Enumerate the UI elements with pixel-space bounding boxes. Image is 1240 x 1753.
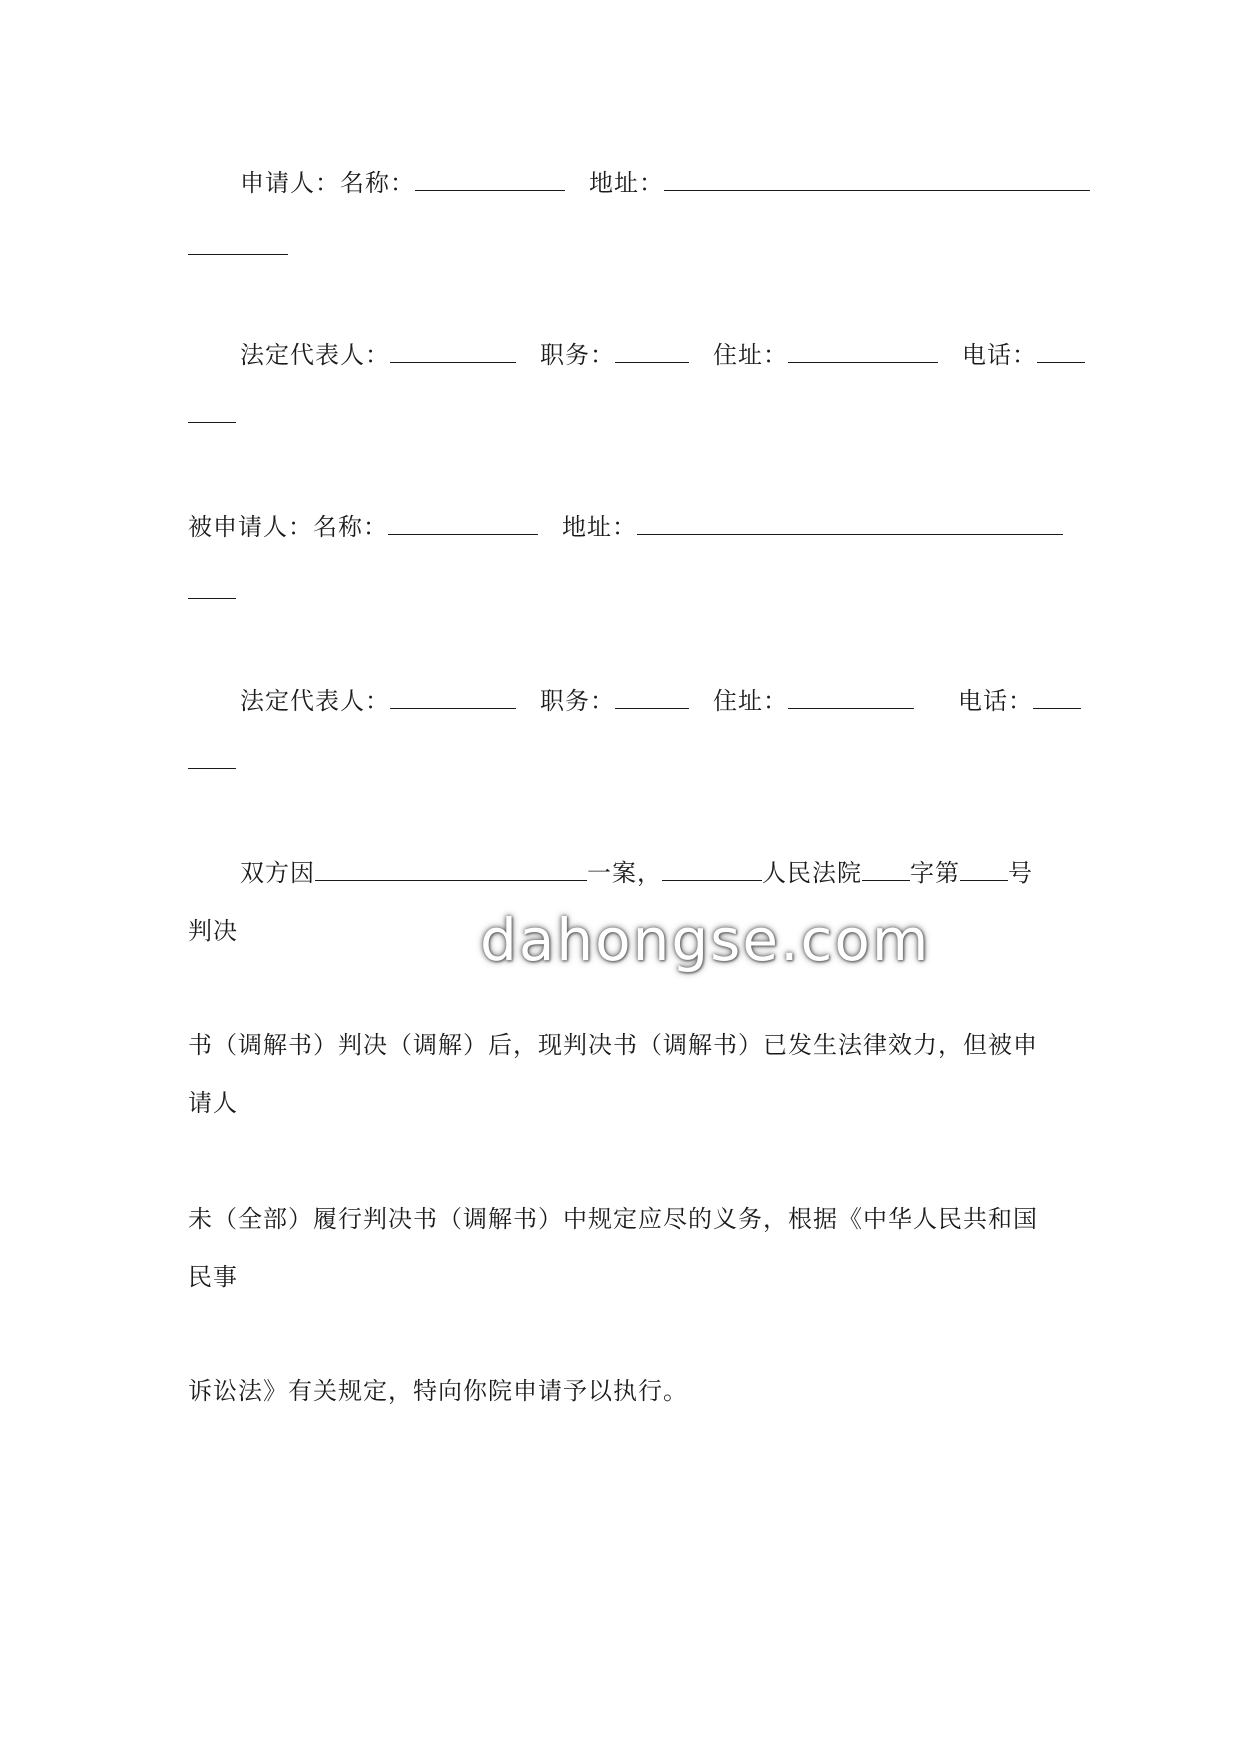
- respondent-phone-blank-cont: [188, 746, 236, 769]
- applicant-line: [240, 168, 1044, 198]
- applicant-rep-label: 法定代表人：: [240, 341, 390, 369]
- respondent-name-blank: [388, 512, 538, 535]
- applicant-address-continuation: [188, 232, 1044, 262]
- applicant-phone-blank: [1037, 340, 1085, 363]
- applicant-name-label: 申请人：名称：: [240, 169, 415, 197]
- respondent-rep-blank: [390, 686, 516, 709]
- respondent-address-continuation: [188, 576, 1044, 606]
- case-blank: [315, 858, 587, 881]
- body-line-4: 请人: [188, 1089, 238, 1117]
- court-blank: [662, 858, 762, 881]
- applicant-title-blank: [615, 340, 689, 363]
- zi-blank: [862, 858, 910, 881]
- body-line-6: 民事: [188, 1263, 238, 1291]
- body-line-2: 判决: [188, 917, 238, 945]
- respondent-phone-label: 电话：: [958, 687, 1033, 715]
- applicant-phone-continuation: [188, 400, 1044, 430]
- body-zi: 字第: [910, 859, 960, 887]
- body-line-3: 书（调解书）判决（调解）后，现判决书（调解书）已发生法律效力，但被申: [188, 1031, 1038, 1059]
- respondent-address-label: 地址：: [562, 513, 637, 541]
- applicant-address-blank: [664, 168, 1090, 191]
- respondent-address-blank: [637, 512, 1063, 535]
- body-line-7: 诉讼法》有关规定，特向你院申请予以执行。: [188, 1377, 688, 1405]
- applicant-address-blank-cont: [188, 232, 288, 255]
- applicant-address-label: 地址：: [589, 169, 664, 197]
- respondent-rep-line: [240, 686, 1044, 716]
- body-hao: 号: [1008, 859, 1033, 887]
- respondent-name-label: 被申请人：名称：: [188, 513, 388, 541]
- applicant-phone-blank-cont: [188, 400, 236, 423]
- applicant-rep-line: [240, 340, 1044, 370]
- applicant-residence-label: 住址：: [713, 341, 788, 369]
- respondent-residence-blank: [788, 686, 914, 709]
- body-court: 人民法院: [762, 859, 862, 887]
- applicant-name-blank: [415, 168, 565, 191]
- respondent-phone-continuation: [188, 746, 1044, 776]
- hao-blank: [960, 858, 1008, 881]
- respondent-title-label: 职务：: [540, 687, 615, 715]
- body-case: 一案，: [587, 859, 662, 887]
- respondent-address-blank-cont: [188, 576, 236, 599]
- body-start: 双方因: [240, 859, 315, 887]
- respondent-title-blank: [615, 686, 689, 709]
- applicant-rep-blank: [390, 340, 516, 363]
- applicant-phone-label: 电话：: [962, 341, 1037, 369]
- applicant-title-label: 职务：: [540, 341, 615, 369]
- body-line-5: 未（全部）履行判决书（调解书）中规定应尽的义务，根据《中华人民共和国: [188, 1205, 1038, 1233]
- respondent-line: [188, 512, 1044, 542]
- respondent-rep-label: 法定代表人：: [240, 687, 390, 715]
- applicant-residence-blank: [788, 340, 938, 363]
- body-line-1: [240, 858, 1044, 888]
- respondent-residence-label: 住址：: [713, 687, 788, 715]
- watermark: dahongse.com: [480, 906, 931, 974]
- respondent-phone-blank: [1033, 686, 1081, 709]
